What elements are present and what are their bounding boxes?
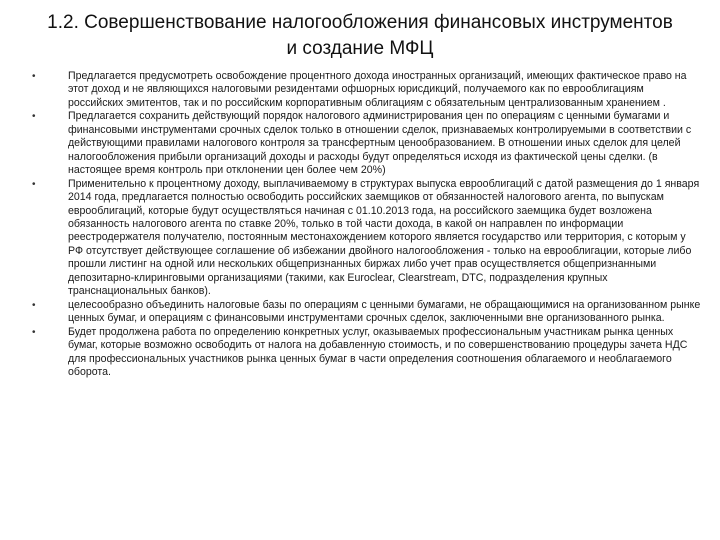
bullet-icon: •: [32, 71, 36, 82]
bullet-item: [20, 299, 702, 326]
bullet-text: Применительно к процентному доходу, выплачиваемому в структурах выпуска еврооблигаций с датой размещения до 1 января 2014 года, предлагается полностью освободить российских заемщиков от обязанностей налогового агента, по выпускам еврооблигаций, которые будут осуществляться начиная с 01.10.2013 года, на российского заемщика будет возложена обязанность налогового агента по ставке 20%, только в той части дохода, в какой он направлен по информации реестродержателя получателю, постоянным местонахождением которого является государство или территория, с которым у РФ отсутствует действующее соглашение об избежании двойного налогообложения - только на еврооблигации, которые либо прошли листинг на одной или нескольких общепризнанных биржах либо учет прав осуществляется общепризнанными депозитарно-клиринговыми организациями (такими, как Euroclear, Clearstream, DTC, подразделения крупных транснациональных банков).: [68, 177, 700, 298]
bullet-item: [20, 70, 702, 110]
bullet-text: Предлагается сохранить действующий порядок налогового администрирования цен по операциям с ценными бумагами и финансовыми инструментами срочных сделок только в отношении сделок, признаваемых контролируемыми в соответствии с действующими правилами налогового контроля за трансфертным ценообразованием. В отношении иных сделок для целей налогообложения прибыли организаций доходы и расходы будут определяться исходя из фактической цены сделки. (в настоящее время контроль при отклонении цен более чем 20%): [68, 110, 692, 177]
slide-title: 1.2. Совершенствование налогообложения финансовых инструментов и создание МФЦ: [47, 12, 673, 59]
bullet-item: [20, 110, 702, 177]
bullet-icon: •: [32, 178, 36, 190]
bullet-text: Будет продолжена работа по определению конкретных услуг, оказываемых профессиональным участникам рынка ценных бумаг, которые возможно освободить от налога на добавленную стоимость, и по совершенствованию процедуры зачета НДС для профессиональных участников рынка ценных бумаг в части определения соотношения облагаемого и необлагаемого оборота.: [68, 325, 688, 378]
bullet-icon: •: [32, 111, 36, 123]
bullet-item: [20, 178, 702, 299]
bullet-icon: •: [32, 326, 36, 338]
bullet-list: [20, 70, 702, 379]
bullet-text: Предлагается предусмотреть освобождение процентного дохода иностранных организаций, имеющих фактическое право на этот доход и не являющихся налоговыми резидентами офшорных юрисдикций, получаемого как по еврооблигациям российских эмитентов, так и по российским корпоративным облигациям с обязательным централизованным хранением .: [68, 70, 687, 109]
bullet-item: [20, 326, 702, 380]
bullet-icon: •: [32, 299, 36, 311]
bullet-text: целесообразно объединить налоговые базы по операциям с ценными бумагами, не обращающимися на организованном рынке ценных бумаг, и операциям с финансовыми инструментами срочных сделок, заключенными вне организованного рынка.: [68, 298, 701, 325]
